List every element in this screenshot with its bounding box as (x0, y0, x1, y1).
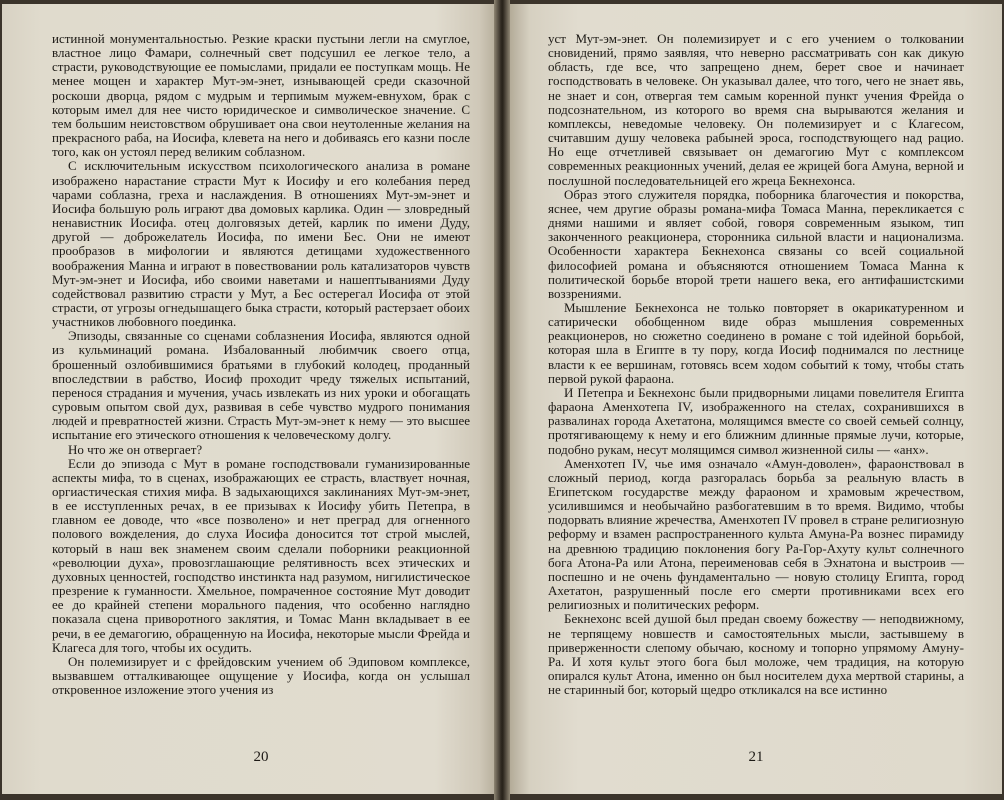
paragraph: истинной монументальностью. Резкие краски пустыни легли на смуглое, властное лицо Фамари, солнечный свет подсушил ее легкое тело, а страсти, руководствующие ее помыслами, придали ее поступкам мощь. Не менее мощен и характер Мут-эм-энет, изнывающей среди сказочной роскоши дворца, рядом с мудрым и терпимым мужем-евнухом, брак с которым имел для нее чисто юридическое и символическое значение. С тем большим неистовством обрушивает она свои неутоленные желания на прекрасного раба, на Иосифа, клевета на него и добиваясь его казни после того, как он устоял перед великим соблазном. (52, 31, 470, 160)
page-number: 20 (253, 748, 269, 765)
paragraph: Мышление Бекнехонса не только повторяет в окарикатуренном и сатирически обобщенном виде образ мышления современных реакционеров, но сюжетно соединено в романе с той идейной борьбой, которая шла в Египте в ту пору, когда Иосиф поднимался по лестнице власти к ее вершинам, готовясь всем ходом событий к тому, чтобы стать первой рукой фараона. (548, 299, 964, 386)
paragraph: И Петепра и Бекнехонс были придворными лицами повелителя Египта фараона Аменхотепа IV, изображенного на стелах, сохранившихся в развалинах города Ахетатона, молящимся вместе со своей семьей солнцу, протягивающему к нему и его ближним длинные прямые лучи, которые, подобно рукам, несут молящимся символ жизненной силы — «анх». (548, 384, 964, 457)
paragraph: Но что же он отвергает? (68, 441, 203, 457)
paragraph: Аменхотеп IV, чье имя означало «Амун-доволен», фараонствовал в сложный период, когда разгоралась борьба за реальную власть в Египетском государстве между фараоном и храмовым жречеством, усилившимся и необычайно разбогатевшим в то время. Видимо, чтобы подорвать влияние жречества, Аменхотеп IV провел в стране религиозную реформу и взамен распространенного культа Амуна-Ра вознес пирамиду на древнюю традицию поклонения богу Ра-Гор-Ахуту культ солнечного бога Атона-Ра или Атона, переименовав себя в Эхнатона и выстроив — поспешно и не очень фундаментально — новую столицу Египта, город Ахетатон, разрушенный после его смерти противниками всех его религиозных и политических реформ. (548, 455, 964, 613)
paragraph: уст Мут-эм-энет. Он полемизирует и с его учением о толковании сновидений, прямо заявляя, что неверно рассматривать сон как дикую область, где все, что запрещено днем, берет свое и начинает господствовать в человеке. Он указывал далее, что того, чего не знает явь, не знает и сон, отвергая тем самым коренной пункт учения Фрейда о подсознательном, из которого во время сна вырываются желания и комплексы, неведомые человеку. Он полемизирует и с Клагесом, считавшим душу человека рабыней эроса, господствующего над рацио. Но еще отчетливей связывает он демагогию Мут с комплексом современных реакционных учений, делая ее жрицей бога Амуна, верной и послушной последовательницей его жреца Бекнехонса. (548, 31, 964, 188)
book-gutter (494, 0, 510, 800)
paragraph: Бекнехонс всей душой был предан своему божеству — неподвижному, не терпящему новшеств и самостоятельных мысли, застывшему в приверженности слепому обычаю, косному и топорно упрямому Амуну-Ра. И хотя культ этого бога был моложе, чем традиция, на которую опирался культ Атона, именно он был носителем духа мертвой старины, а не старинный бог, который щедро откликался на все истинно (548, 611, 964, 698)
right-page (510, 4, 1002, 794)
paragraph: Если до эпизода с Мут в романе господствовали гуманизированные аспекты мифа, то в сценах, изображающих ее страсть, властвует ночная, оргиастическая стихия мифа. В задыхающихся заклинаниях Мут-эм-энет, в ее исступленных речах, в ее призывах к Иосифу убить Петепра, в главном ее доводе, что «все позволено» и нет преград для огненного полового вожделения, до слуха Иосифа доносится тот строй мыслей, который в наш век знаменем своим сделали поборники реакционной «революции духа», провозглашающие релятивность всех этических и духовных ценностей, господство инстинкта над разумом, нигилистическое презрение к гуманности. Хмельное, помраченное состояние Мут доводит ее до крайней степени морального падения, что особенно наглядно показала сцена приворотного заклятия, и Томас Манн вкладывает в ее речи, в ее демагогию, обращенную на Иосифа, некоторые мысли Фрейда и Клагеса для того, чтобы их осудить. (52, 455, 470, 655)
paragraph: Он полемизирует и с фрейдовским учением об Эдиповом комплексе, вызвавшем отталкивающее ощущение у Иосифа, когда он услышал откровенное изложение этого учения из (52, 653, 470, 698)
paragraph: Образ этого служителя порядка, поборника благочестия и покорства, яснее, чем другие образы романа-мифа Томаса Манна, перекликается с днями нашими и являет собой, говоря современным языком, тип законченного реакционера, сторонника сильной власти и национализма. Особенности характера Бекнехонса связаны со всей социальной философией романа и объясняются отношением Томаса Манна к политической борьбе второй трети нашего века, его антифашистскими воззрениями. (548, 186, 964, 301)
paragraph: С исключительным искусством психологического анализа в романе изображено нарастание страсти Мут к Иосифу и его колебания перед чарами соблазна, греха и наслаждения. В отношениях Мут-эм-энет и Иосифа большую роль играют два домовых карлика. Один — зловредный ненавистник Иосифа. отец долговязых детей, карлик по имени Дуду, другой — доброжелатель Иосифа, по имени Бес. Они не имеют прообразов в мифологии и являются детищами художественного воображения Манна и играют в повествовании роль катализаторов чувств Мут-эм-энет и Иосифа, ибо своими наветами и нашептываниями Дуду содействовал развитию страсти у Мут, а Бес остерегал Иосифа от этой страсти, от угрозы огнедышащего быка страсти, который растерзает обоих участников любовного поединка. (52, 158, 470, 330)
paragraph: Эпизоды, связанные со сценами соблазнения Иосифа, являются одной из кульминаций романа. Избалованный любимчик своего отца, брошенный озлобившимися братьями в глубокий колодец, проданный впоследствии в рабство, Иосиф проходит чреду тяжелых испытаний, перенося страдания и мучения, учась извлекать из них уроки и обогащать суровым опытом свой дух, развивая в себе чувство мудрого понимания людей и превратностей жизни. Страсть Мут-эм-энет к нему — это высшее испытание его этического отношения к человеческому долгу. (52, 328, 470, 443)
page-number: 21 (748, 748, 764, 765)
left-page (2, 4, 494, 794)
